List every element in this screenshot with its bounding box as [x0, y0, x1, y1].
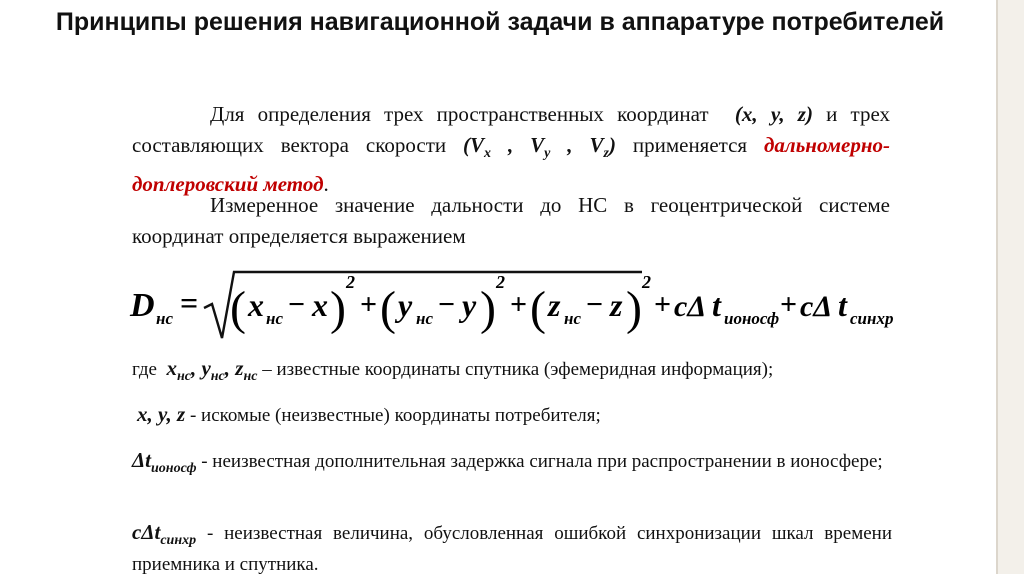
note-vars: x, y, z [137, 402, 186, 426]
radical-sign [204, 272, 642, 338]
note-iono-delay [132, 448, 892, 481]
note-vars-x: $x_{нс}$, $y_{нс}$, $z_{нс}$ [166, 356, 258, 384]
range-formula [126, 268, 906, 348]
formula-plus-1: + [360, 288, 378, 321]
note-symbol: $\Delta t_{ионосф}$ [132, 448, 197, 476]
formula-y: y [462, 287, 477, 323]
formula-D: D [130, 287, 155, 324]
method-name: дальномерно-доплеровский метод [132, 133, 891, 196]
formula-x: x [312, 287, 328, 323]
text-applied: применяется [632, 133, 748, 157]
formula-minus-3: − [586, 288, 604, 321]
formula-power-3: 2 [642, 272, 651, 292]
formula-y-ns-sub: нс [416, 309, 433, 328]
note-symbol: cΔt$_{синхр}$ [132, 520, 197, 548]
formula-plus-2: + [510, 288, 528, 321]
formula-x-ns: x [248, 287, 264, 323]
formula-power-2: 2 [496, 272, 505, 292]
formula-D-sub: нс [156, 309, 173, 328]
paren-open-1: ( [230, 282, 246, 335]
velocity-vars: ($V_x$ , $V_y$ , $V_z$) [463, 133, 616, 161]
formula-z-ns-sub: нс [564, 309, 581, 328]
slide-edge-strip [998, 0, 1024, 574]
formula-y-ns: y [398, 287, 413, 323]
paren-close-2: ) [480, 282, 496, 335]
formula-z-ns: z [548, 287, 561, 323]
text-coords-intro: Для определения трех пространственных координат [210, 102, 709, 126]
text-velocity-intro: и трех составляющих вектора скорости [132, 102, 891, 157]
formula-plus-4: + [780, 288, 798, 321]
slide-title: Принципы решения навигационной задачи в аппаратуре потребителей [55, 8, 945, 36]
formula-z: z [610, 287, 623, 323]
formula-x-ns-sub: нс [266, 309, 283, 328]
coords-vars: (x, y, z) [734, 102, 813, 126]
formula-iono-sub: ионосф [724, 309, 780, 328]
paren-close-1: ) [330, 282, 346, 335]
formula-c-delta-2: cΔ [800, 290, 833, 323]
note-satellite-coords [132, 356, 892, 389]
paren-open-3: ( [530, 282, 546, 335]
formula-minus-1: − [288, 288, 306, 321]
formula-t-1: t [712, 287, 721, 323]
formula-equals: = [180, 285, 199, 321]
note-sync-error [132, 520, 892, 577]
formula-plus-3: + [654, 288, 672, 321]
note-text: - искомые (неизвестные) координаты потребителя; [189, 405, 601, 426]
paragraph-range [132, 190, 890, 252]
formula-sync-sub: синхр [850, 309, 894, 328]
paragraph-method [132, 99, 890, 200]
formula-c-delta-1: cΔ [674, 290, 707, 323]
formula-minus-2: − [438, 288, 456, 321]
note-prefix: где [132, 359, 157, 380]
note-text: - неизвестная величина, обусловленная ошибкой синхронизации шкал времени приемника и спутника. [132, 523, 892, 575]
note-text: – известные координаты спутника (эфемеридная информация); [262, 359, 774, 380]
paren-open-2: ( [380, 282, 396, 335]
formula-t-2: t [838, 287, 847, 323]
text-range: Измеренное значение дальности до НС в геоцентрической системе координат определяется выражением [132, 193, 890, 248]
period: . [323, 172, 329, 196]
note-unknown-coords [137, 402, 897, 428]
paren-close-3: ) [626, 282, 642, 335]
formula-power-1: 2 [346, 272, 355, 292]
note-text: - неизвестная дополнительная задержка сигнала при распространении в ионосфере; [201, 451, 883, 472]
